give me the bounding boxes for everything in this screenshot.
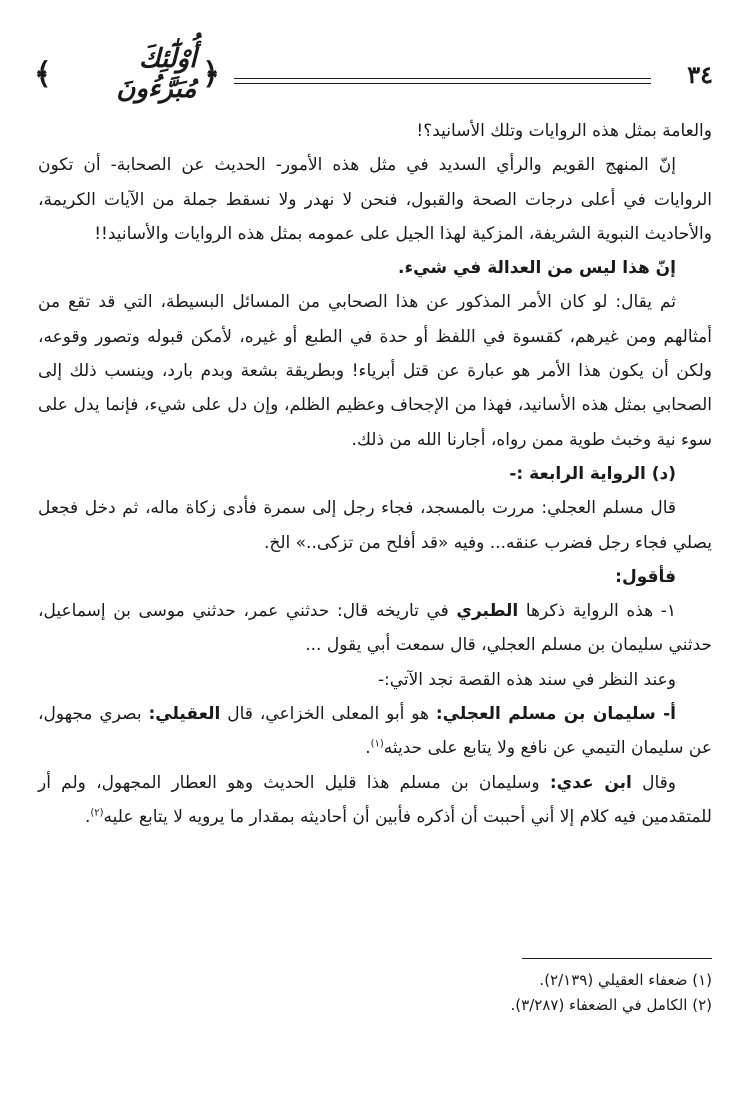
section-heading-fourth-narration: (د) الرواية الرابعة :- [509,463,676,484]
body-text [38,114,712,834]
ornamental-bracket-left: ﴾ [34,56,52,92]
paragraph-chain-intro: وعند النظر في سند هذه القصة نجد الآتي:- [377,669,676,690]
running-title [28,44,226,104]
ornamental-bracket-right: ﴿ [202,56,220,92]
text-run: . [84,806,91,827]
text-run: ١- هذه الرواية ذكرها [518,601,676,622]
page-number: ٣٤ [687,60,713,89]
footnote-1: (١) ضعفاء العقيلي (٢/١٣٩). [539,971,712,989]
bold-name-ibn-adi: ابن عدي: [549,772,632,793]
bold-name-tabari: الطبري [456,601,519,622]
text-run: . [365,738,371,759]
footnotes [292,968,712,1018]
text-run: بصري مجهول، عن سليمان التيمي عن نافع ولا يتابع على حديثه [38,704,712,759]
footnote-2: (٢) الكامل في الضعفاء (٣/٢٨٧). [510,996,712,1014]
section-heading-i-say: فأقول: [615,566,676,587]
paragraph-argument: ثم يقال: لو كان الأمر المذكور عن هذا الصحابي من المسائل البسيطة، التي قد تقع من أمثالهم ومن غيرهم، كقسوة في اللفظ أو حدة في الطبع أو غيره، لأمكن قبوله وتصور وقوعه، ولكن أن يكون هذا الأمر هو عبارة عن قتل أبرياء! وبطريقة بشعة وبدم بارد، وينسب ذلك إلى الصحابي بمثل هذه الأسانيد، فهذا من الإجحاف وعظيم الظلم، وإن دل على شيء، فإنما يدل على سوء نية وخبث طوية ممن رواه، أجارنا الله من ذلك. [38,292,712,450]
paragraph-methodology: إنّ المنهج القويم والرأي السديد في مثل هذه الأمور- الحديث عن الصحابة- أن تكون الروايات في أعلى درجات الصحة والقبول، فنحن لا نهدر ولا نسقط جملة من الآيات الكريمة، والأحاديث النبوية الشريفة، المزكية لهذا الجيل على عمومه بمثل هذه الروايات والأسانيد!! [38,155,712,244]
text-run: في تاريخه قال: حدثني عمر، حدثني موسى بن إسماعيل، حدثني سليمان بن مسلم العجلي، قال سمعت أبي يقول ... [38,601,712,656]
paragraph-continuation: والعامة بمثل هذه الروايات وتلك الأسانيد؟! [416,121,712,141]
page-header [28,44,713,104]
paragraph-point-one [38,594,712,663]
paragraph-ibn-adi [38,766,712,835]
paragraph-narration: قال مسلم العجلي: مررت بالمسجد، فجاء رجل إلى سمرة فأدى زكاة ماله، ثم دخل فجعل يصلي فجاء رجل فضرب عنقه... وفيه «قد أفلح من تزكى..» الخ. [38,498,712,553]
footnote-separator [522,958,712,959]
text-run: وسليمان بن مسلم هذا قليل الحديث وهو العطار المجهول، ولم أر للمتقدمين فيه كلام إلا أني أحببت أن أذكره فأبين أن أحاديثه بمقدار ما يرويه لا يتابع عليه [38,772,712,827]
header-double-rule [234,78,651,84]
text-run: وقال [631,772,676,793]
text-run: هو أبو المعلى الخزاعي، قال [220,704,436,725]
footnote-marker-2[interactable]: (٢) [90,807,104,819]
paragraph-narrator-a [38,697,712,766]
bold-narrator-name: أ- سليمان بن مسلم العجلي: [435,704,676,725]
statement-heading: إنّ هذا ليس من العدالة في شيء. [397,258,676,279]
running-title-text: أُوْلَٰٓئِكَ مُبَرَّءُونَ [116,44,197,104]
bold-name-uqaili: العقيلي: [148,704,221,725]
footnote-marker-1[interactable]: (١) [370,738,384,750]
